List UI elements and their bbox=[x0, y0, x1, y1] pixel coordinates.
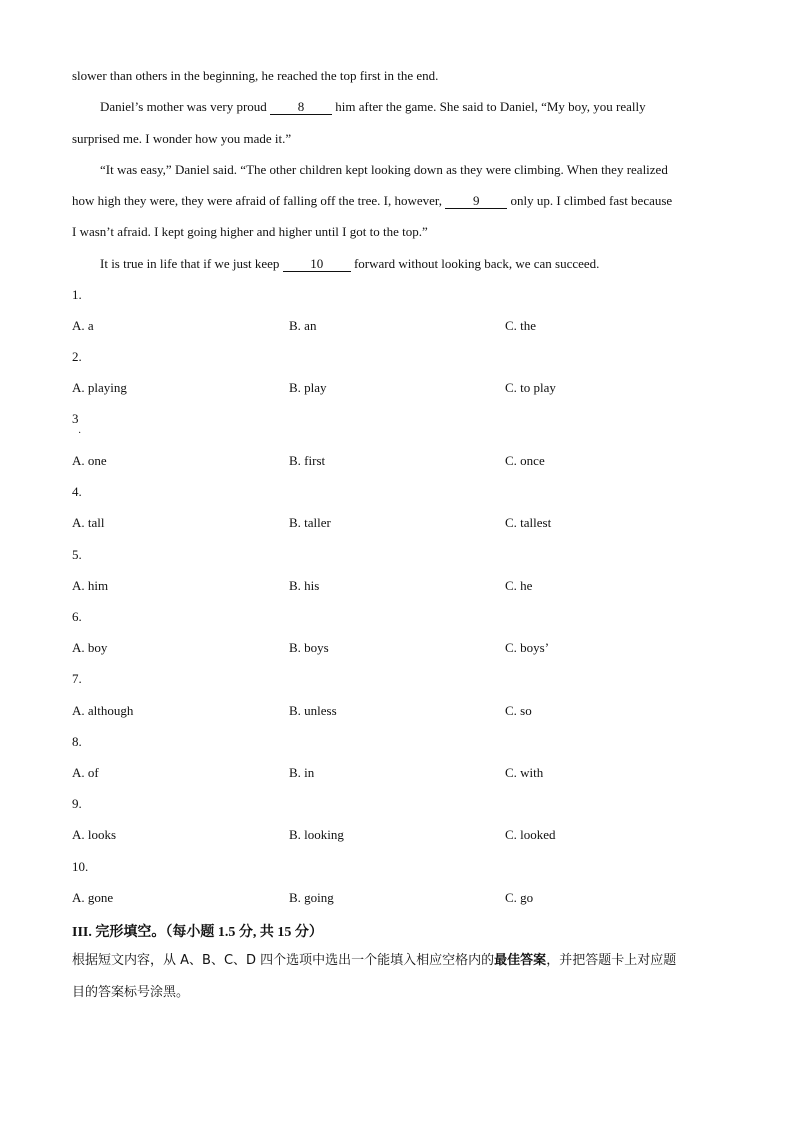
passage-text: him after the game. She said to Daniel, “My boy, you really bbox=[332, 99, 646, 114]
blank-9[interactable]: 9 bbox=[445, 194, 507, 209]
option-c[interactable]: C. with bbox=[505, 765, 544, 780]
option-a[interactable]: A. him bbox=[72, 578, 109, 593]
section-instructions bbox=[72, 953, 676, 969]
passage-line: I wasn’t afraid. I kept going higher and higher until I got to the top.” bbox=[72, 224, 428, 239]
blank-10[interactable]: 10 bbox=[283, 257, 351, 272]
instruction-text: 根据短文内容，从 A、B、C、D 四个选项中选出一个能填入相应空格内的 bbox=[72, 953, 495, 968]
passage-line: “It was easy,” Daniel said. “The other children kept looking down as they were climbing. When they realized bbox=[100, 162, 668, 177]
question-number: 7. bbox=[72, 671, 82, 686]
question-number: 2. bbox=[72, 349, 82, 364]
passage-line: slower than others in the beginning, he reached the top first in the end. bbox=[72, 68, 439, 83]
option-a[interactable]: A. looks bbox=[72, 827, 117, 842]
option-c[interactable]: C. to play bbox=[505, 380, 556, 395]
option-c[interactable]: C. boys’ bbox=[505, 640, 550, 655]
option-a[interactable]: A. of bbox=[72, 765, 99, 780]
option-a[interactable]: A. one bbox=[72, 453, 107, 468]
section-title: III. 完形填空。（每小题 1.5 分, 共 15 分） bbox=[72, 925, 323, 940]
option-b[interactable]: B. play bbox=[289, 380, 327, 395]
option-c[interactable]: C. once bbox=[505, 453, 545, 468]
option-b[interactable]: B. in bbox=[289, 765, 315, 780]
passage-line bbox=[100, 256, 599, 272]
option-a[interactable]: A. gone bbox=[72, 890, 114, 905]
question-number: 4. bbox=[72, 484, 82, 499]
option-b[interactable]: B. looking bbox=[289, 827, 344, 842]
question-number: 3 bbox=[72, 411, 79, 426]
option-c[interactable]: C. he bbox=[505, 578, 533, 593]
passage-text: It is true in life that if we just keep bbox=[100, 256, 283, 271]
question-number: 9. bbox=[72, 796, 82, 811]
option-c[interactable]: C. go bbox=[505, 890, 534, 905]
passage-line: surprised me. I wonder how you made it.” bbox=[72, 131, 292, 146]
option-c[interactable]: C. the bbox=[505, 318, 537, 333]
option-a[interactable]: A. a bbox=[72, 318, 94, 333]
section-instructions-cont: 目的答案标号涂黑。 bbox=[72, 985, 190, 1000]
question-number: 1. bbox=[72, 287, 82, 302]
option-b[interactable]: B. his bbox=[289, 578, 320, 593]
option-b[interactable]: B. an bbox=[289, 318, 317, 333]
option-b[interactable]: B. going bbox=[289, 890, 334, 905]
option-b[interactable]: B. first bbox=[289, 453, 326, 468]
option-a[interactable]: A. playing bbox=[72, 380, 127, 395]
question-number: 10. bbox=[72, 859, 89, 874]
question-dot: · bbox=[78, 428, 82, 439]
question-number: 5. bbox=[72, 547, 82, 562]
question-number: 8. bbox=[72, 734, 82, 749]
option-a[interactable]: A. tall bbox=[72, 515, 105, 530]
option-b[interactable]: B. boys bbox=[289, 640, 329, 655]
passage-line bbox=[100, 99, 646, 115]
option-c[interactable]: C. looked bbox=[505, 827, 556, 842]
option-a[interactable]: A. boy bbox=[72, 640, 108, 655]
option-b[interactable]: B. taller bbox=[289, 515, 331, 530]
passage-line bbox=[72, 193, 672, 209]
option-c[interactable]: C. tallest bbox=[505, 515, 552, 530]
instruction-text: ，并把答题卡上对应题 bbox=[546, 953, 677, 968]
option-a[interactable]: A. although bbox=[72, 703, 134, 718]
passage-text: Daniel’s mother was very proud bbox=[100, 99, 271, 114]
question-number: 6. bbox=[72, 609, 82, 624]
passage-text: forward without looking back, we can succeed. bbox=[350, 256, 600, 271]
option-b[interactable]: B. unless bbox=[289, 703, 337, 718]
passage-text: how high they were, they were afraid of falling off the tree. I, however, bbox=[72, 193, 446, 208]
instruction-emphasis: 最佳答案 bbox=[494, 953, 547, 968]
option-c[interactable]: C. so bbox=[505, 703, 532, 718]
blank-8[interactable]: 8 bbox=[270, 100, 332, 115]
passage-text: only up. I climbed fast because bbox=[507, 193, 673, 208]
